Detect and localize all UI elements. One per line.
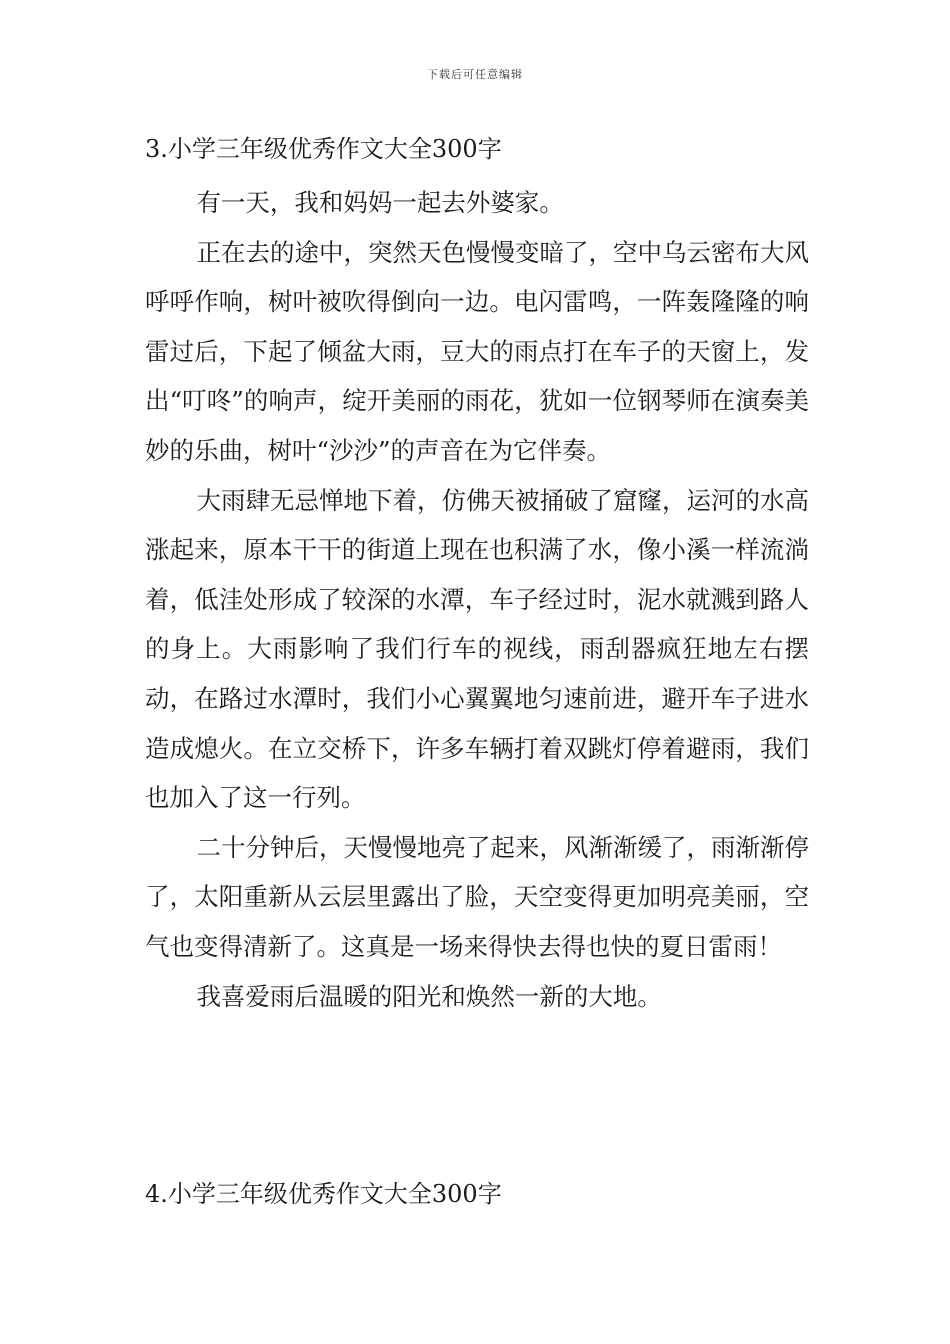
essay-body [145, 178, 809, 1021]
paragraph: 有一天，我和妈妈一起去外婆家。 [196, 188, 564, 217]
essay-title: 3.小学三年级优秀作文大全300字 [145, 135, 502, 163]
essay-title: 4.小学三年级优秀作文大全300字 [145, 1180, 502, 1208]
paragraph: 大雨肆无忌惮地下着，仿佛天被捅破了窟窿，运河的水高涨起来，原本干干的街道上现在也积满了水，像小溪一样流淌着，低洼处形成了较深的水潭，车子经过时，泥水就溅到路人的身上。大雨影响了我们行车的视线，雨刮器疯狂地左右摆动，在路过水潭时，我们小心翼翼地匀速前进，避开车子进水造成熄火。在立交桥下，许多车辆打着双跳灯停着避雨，我们也加入了这一行列。 [145, 485, 809, 813]
header-note: 下载后可任意编辑 [427, 68, 523, 81]
paragraph: 我喜爱雨后温暖的阳光和焕然一新的大地。 [196, 981, 662, 1011]
paragraph: 正在去的途中，突然天色慢慢变暗了，空中乌云密布大风呼呼作响，树叶被吹得倒向一边。电闪雷鸣，一阵轰隆隆的响雷过后，下起了倾盆大雨，豆大的雨点打在车子的天窗上，发出“叮咚”的响声，绽开美丽的雨花，犹如一位钢琴师在演奏美妙的乐曲，树叶“沙沙”的声音在为它伴奏。 [145, 237, 809, 465]
paragraph: 二十分钟后，天慢慢地亮了起来，风渐渐缓了，雨渐渐停了，太阳重新从云层里露出了脸，天空变得更加明亮美丽，空气也变得清新了。这真是一场来得快去得也快的夏日雷雨！ [145, 832, 809, 961]
